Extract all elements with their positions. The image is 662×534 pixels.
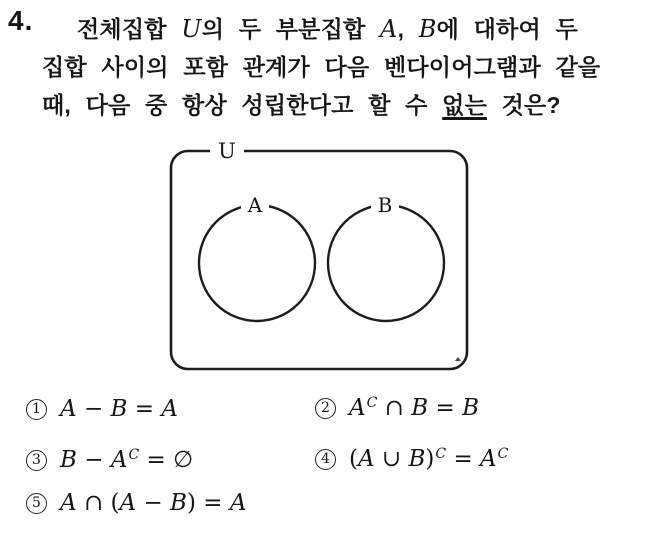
line3-before: 때, 다음 중 항상 성립한다고 할 수: [42, 92, 443, 118]
choice-2-number: 2: [315, 398, 336, 419]
set-b-label: B: [377, 193, 393, 217]
problem-text-line2: 집합 사이의 포함 관계가 다음 벤다이어그램과 같을: [42, 54, 601, 80]
choice-1: [26, 395, 178, 423]
choice-4-number: 4: [315, 449, 336, 470]
set-b-circle: [328, 205, 444, 321]
choice-3-number: 3: [26, 450, 47, 471]
choice-5-formula: A ∩ (A − B) = A: [60, 490, 247, 516]
problem-text-line3: [42, 87, 561, 120]
choice-3: [26, 446, 193, 474]
set-a-circle: [199, 205, 315, 321]
line3-after: 것은?: [487, 92, 561, 118]
choice-2: [315, 394, 479, 422]
choice-4-formula: (A ∪ B)C = AC: [349, 446, 509, 472]
venn-diagram: [160, 135, 480, 380]
universal-set-box: [171, 151, 467, 369]
choice-2-formula: AC ∩ B = B: [349, 395, 479, 421]
problem-text-line1: 전체집합 U의 두 부분집합 A, B에 대하여 두: [77, 15, 578, 43]
choice-1-formula: A − B = A: [60, 396, 178, 422]
choice-5-number: 5: [26, 493, 47, 514]
universal-set-label: U: [218, 139, 236, 163]
corner-mark: [455, 357, 461, 361]
set-a-label: A: [247, 193, 263, 217]
choice-4: [315, 445, 508, 473]
choice-1-number: 1: [26, 399, 47, 420]
choice-3-formula: B − AC = ∅: [60, 447, 194, 473]
line3-underlined-word: 없는: [442, 92, 487, 118]
choice-5: [26, 489, 246, 517]
problem-number: 4.: [8, 5, 34, 36]
